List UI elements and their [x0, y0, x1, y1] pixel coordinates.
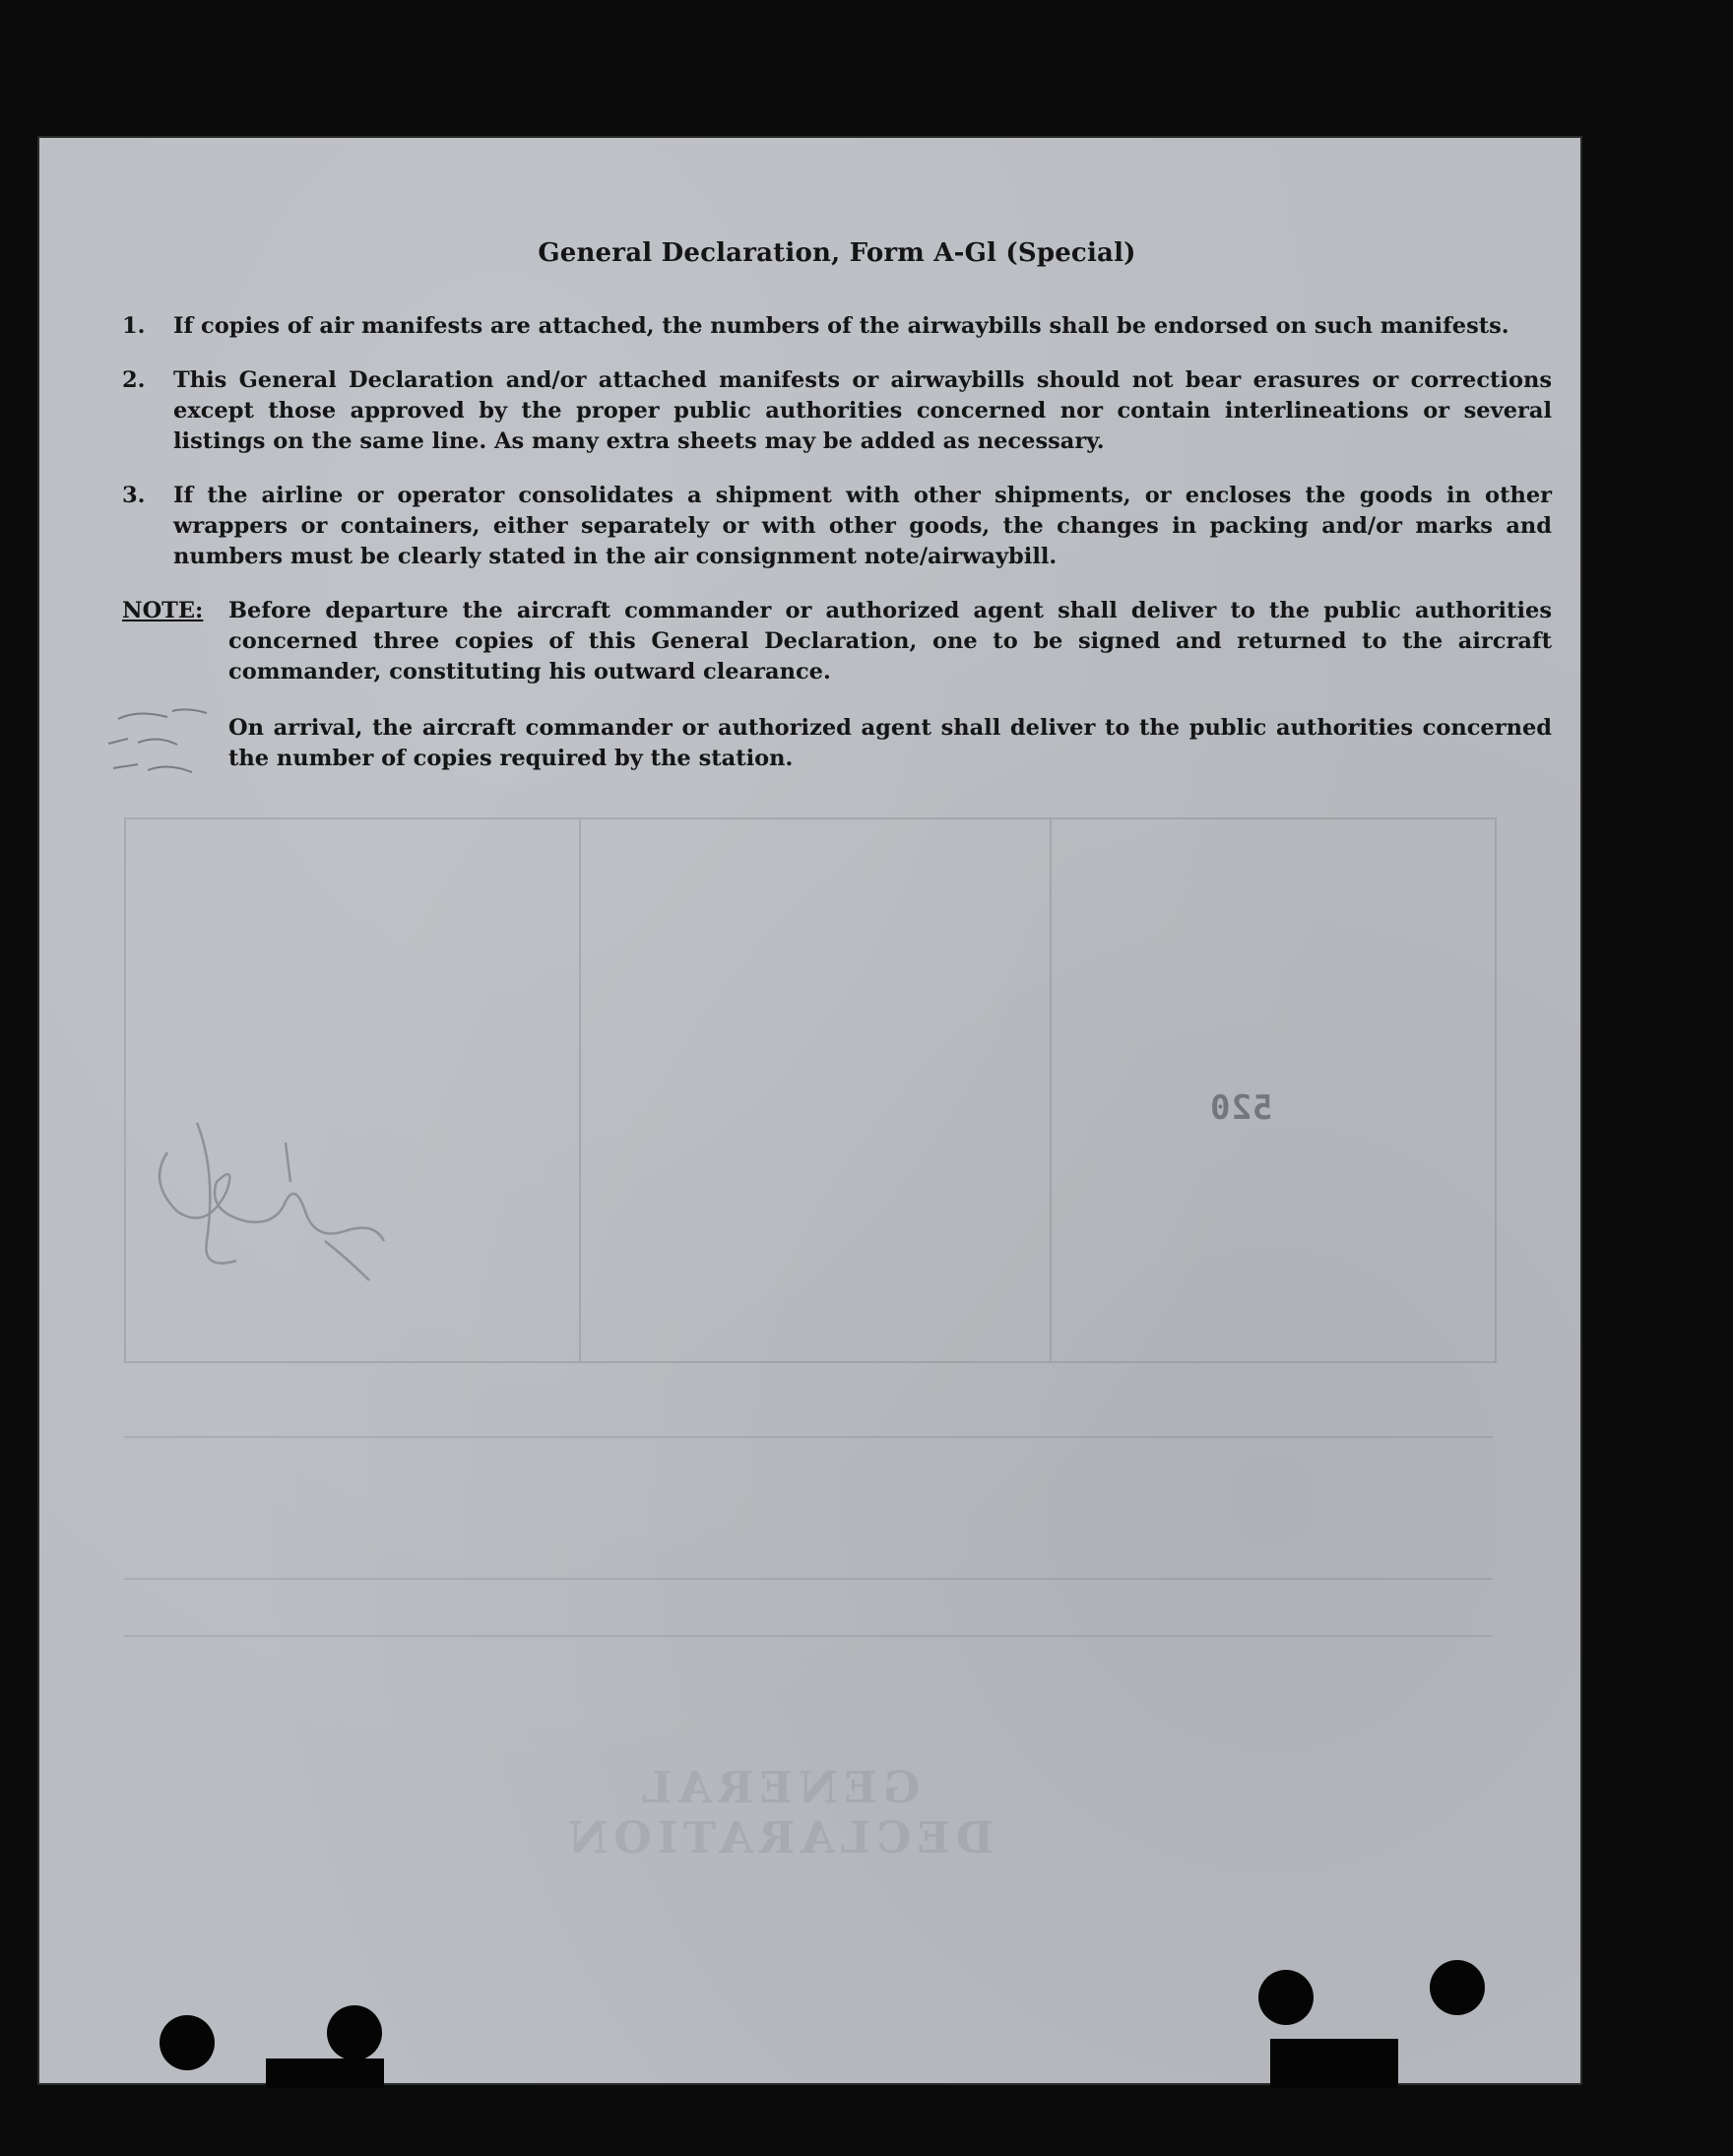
punch-hole-icon — [1258, 1970, 1314, 2025]
signature-icon — [138, 1093, 414, 1290]
item-number: 1. — [122, 313, 146, 339]
list-item — [122, 311, 1552, 342]
note-body — [228, 596, 1552, 774]
stamp-number: 520 — [1209, 1088, 1273, 1128]
bleed-through-rule — [124, 1436, 1493, 1438]
bleed-through-divider — [579, 819, 581, 1361]
item-text: If the airline or operator consolidates a shipment with other shipments, or encloses the goods in other wrappers or containers, either separately or with other goods, the changes in packing and/or marks and numbers must be clearly stated in the air consignment note/airwaybill. — [173, 483, 1552, 569]
punch-hole-icon — [327, 2005, 382, 2060]
note-paragraph: On arrival, the aircraft commander or authorized agent shall deliver to the public authorities concerned the number of copies required by the station. — [228, 715, 1552, 771]
list-item — [122, 481, 1552, 572]
bleed-through-heading: GENERAL DECLARATION — [562, 1763, 994, 1863]
pencil-annotation-icon — [98, 699, 256, 808]
punch-hole-icon — [1430, 1960, 1485, 2015]
bleed-through-rule — [124, 1578, 1493, 1580]
bleed-through-rule — [124, 1635, 1493, 1637]
instructions-block — [122, 238, 1552, 800]
paper-tear — [266, 2058, 384, 2088]
note-section — [122, 596, 1552, 774]
paper-tear — [1270, 2039, 1398, 2088]
note-label: NOTE: — [122, 598, 204, 623]
item-number: 2. — [122, 367, 146, 393]
punch-hole-icon — [160, 2015, 215, 2070]
item-text: If copies of air manifests are attached, the numbers of the airwaybills shall be endorsed on such manifests. — [173, 313, 1509, 339]
list-item — [122, 365, 1552, 457]
document-page — [39, 138, 1580, 2083]
item-number: 3. — [122, 483, 146, 508]
page-title: General Declaration, Form A-Gl (Special) — [538, 238, 1136, 268]
item-text: This General Declaration and/or attached manifests or airwaybills should not bear erasures or corrections except those approved by the proper public authorities concerned nor contain interlineations or several listings on the same line. As many extra sheets may be added as necessary. — [173, 367, 1552, 454]
note-paragraph: Before departure the aircraft commander or authorized agent shall deliver to the public authorities concerned three copies of this General Declaration, one to be signed and returned to the aircraft commander, constituting his outward clearance. — [228, 598, 1552, 685]
bleed-through-divider — [1050, 819, 1052, 1361]
